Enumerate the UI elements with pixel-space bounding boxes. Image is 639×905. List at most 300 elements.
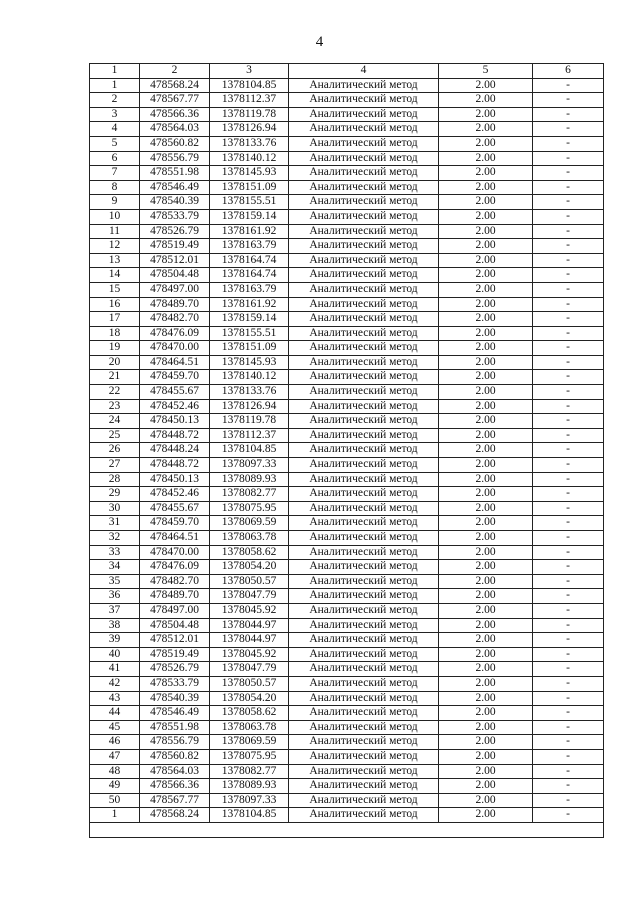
cell-y-coordinate: 1378089.93 <box>210 472 289 487</box>
table-row <box>90 136 604 151</box>
cell-x-coordinate: 478489.70 <box>140 297 210 312</box>
table-row <box>90 268 604 283</box>
cell-point-number: 20 <box>90 355 140 370</box>
cell-point-number: 28 <box>90 472 140 487</box>
cell-method: Аналитический метод <box>289 516 439 531</box>
cell-accuracy: 2.00 <box>439 326 533 341</box>
cell-accuracy: 2.00 <box>439 282 533 297</box>
cell-method: Аналитический метод <box>289 239 439 254</box>
cell-accuracy: 2.00 <box>439 239 533 254</box>
blank-cell <box>90 822 604 837</box>
cell-x-coordinate: 478450.13 <box>140 472 210 487</box>
cell-y-coordinate: 1378097.33 <box>210 458 289 473</box>
cell-accuracy: 2.00 <box>439 224 533 239</box>
cell-point-number: 5 <box>90 136 140 151</box>
table-row <box>90 618 604 633</box>
cell-y-coordinate: 1378112.37 <box>210 93 289 108</box>
cell-x-coordinate: 478526.79 <box>140 662 210 677</box>
cell-accuracy: 2.00 <box>439 297 533 312</box>
cell-accuracy: 2.00 <box>439 180 533 195</box>
cell-method: Аналитический метод <box>289 560 439 575</box>
cell-point-number: 41 <box>90 662 140 677</box>
cell-x-coordinate: 478497.00 <box>140 603 210 618</box>
cell-accuracy: 2.00 <box>439 749 533 764</box>
cell-y-coordinate: 1378112.37 <box>210 428 289 443</box>
cell-y-coordinate: 1378075.95 <box>210 501 289 516</box>
cell-method: Аналитический метод <box>289 253 439 268</box>
cell-x-coordinate: 478566.36 <box>140 779 210 794</box>
cell-point-number: 17 <box>90 312 140 327</box>
cell-x-coordinate: 478533.79 <box>140 209 210 224</box>
cell-note: - <box>533 706 604 721</box>
cell-method: Аналитический метод <box>289 326 439 341</box>
cell-method: Аналитический метод <box>289 487 439 502</box>
cell-y-coordinate: 1378058.62 <box>210 706 289 721</box>
cell-point-number: 30 <box>90 501 140 516</box>
cell-note: - <box>533 764 604 779</box>
header-cell-2: 2 <box>140 64 210 79</box>
cell-accuracy: 2.00 <box>439 268 533 283</box>
cell-y-coordinate: 1378145.93 <box>210 355 289 370</box>
cell-y-coordinate: 1378151.09 <box>210 180 289 195</box>
cell-accuracy: 2.00 <box>439 487 533 502</box>
table-row <box>90 443 604 458</box>
cell-y-coordinate: 1378047.79 <box>210 662 289 677</box>
cell-point-number: 14 <box>90 268 140 283</box>
header-cell-4: 4 <box>289 64 439 79</box>
cell-accuracy: 2.00 <box>439 209 533 224</box>
table-row <box>90 253 604 268</box>
cell-y-coordinate: 1378069.59 <box>210 735 289 750</box>
cell-accuracy: 2.00 <box>439 355 533 370</box>
cell-note: - <box>533 239 604 254</box>
cell-note: - <box>533 180 604 195</box>
cell-method: Аналитический метод <box>289 107 439 122</box>
cell-method: Аналитический метод <box>289 720 439 735</box>
cell-accuracy: 2.00 <box>439 779 533 794</box>
cell-method: Аналитический метод <box>289 676 439 691</box>
cell-method: Аналитический метод <box>289 706 439 721</box>
header-cell-3: 3 <box>210 64 289 79</box>
cell-method: Аналитический метод <box>289 166 439 181</box>
cell-note: - <box>533 224 604 239</box>
table-row <box>90 764 604 779</box>
cell-note: - <box>533 399 604 414</box>
coordinates-table <box>89 63 604 838</box>
cell-x-coordinate: 478526.79 <box>140 224 210 239</box>
cell-accuracy: 2.00 <box>439 618 533 633</box>
cell-x-coordinate: 478519.49 <box>140 239 210 254</box>
cell-point-number: 16 <box>90 297 140 312</box>
table-row <box>90 370 604 385</box>
cell-y-coordinate: 1378164.74 <box>210 253 289 268</box>
cell-y-coordinate: 1378063.78 <box>210 531 289 546</box>
cell-accuracy: 2.00 <box>439 560 533 575</box>
cell-accuracy: 2.00 <box>439 662 533 677</box>
cell-x-coordinate: 478482.70 <box>140 312 210 327</box>
header-cell-6: 6 <box>533 64 604 79</box>
cell-note: - <box>533 428 604 443</box>
cell-x-coordinate: 478448.24 <box>140 443 210 458</box>
table-row <box>90 545 604 560</box>
cell-accuracy: 2.00 <box>439 531 533 546</box>
table-row <box>90 297 604 312</box>
cell-x-coordinate: 478519.49 <box>140 647 210 662</box>
cell-x-coordinate: 478470.00 <box>140 341 210 356</box>
cell-accuracy: 2.00 <box>439 574 533 589</box>
cell-point-number: 48 <box>90 764 140 779</box>
cell-point-number: 43 <box>90 691 140 706</box>
cell-accuracy: 2.00 <box>439 136 533 151</box>
cell-accuracy: 2.00 <box>439 428 533 443</box>
cell-x-coordinate: 478540.39 <box>140 691 210 706</box>
cell-note: - <box>533 501 604 516</box>
cell-point-number: 32 <box>90 531 140 546</box>
cell-accuracy: 2.00 <box>439 195 533 210</box>
cell-note: - <box>533 107 604 122</box>
table-row <box>90 720 604 735</box>
cell-note: - <box>533 458 604 473</box>
cell-point-number: 4 <box>90 122 140 137</box>
cell-y-coordinate: 1378155.51 <box>210 326 289 341</box>
cell-x-coordinate: 478470.00 <box>140 545 210 560</box>
table-row <box>90 282 604 297</box>
cell-note: - <box>533 749 604 764</box>
cell-point-number: 34 <box>90 560 140 575</box>
cell-y-coordinate: 1378151.09 <box>210 341 289 356</box>
cell-y-coordinate: 1378047.79 <box>210 589 289 604</box>
cell-method: Аналитический метод <box>289 341 439 356</box>
cell-method: Аналитический метод <box>289 633 439 648</box>
cell-x-coordinate: 478476.09 <box>140 326 210 341</box>
table-row <box>90 676 604 691</box>
cell-y-coordinate: 1378104.85 <box>210 808 289 823</box>
cell-method: Аналитический метод <box>289 355 439 370</box>
cell-note: - <box>533 647 604 662</box>
cell-point-number: 1 <box>90 78 140 93</box>
cell-y-coordinate: 1378133.76 <box>210 385 289 400</box>
cell-point-number: 8 <box>90 180 140 195</box>
cell-point-number: 11 <box>90 224 140 239</box>
table-row <box>90 180 604 195</box>
cell-x-coordinate: 478551.98 <box>140 720 210 735</box>
table-row <box>90 341 604 356</box>
cell-x-coordinate: 478540.39 <box>140 195 210 210</box>
cell-note: - <box>533 282 604 297</box>
cell-y-coordinate: 1378133.76 <box>210 136 289 151</box>
cell-x-coordinate: 478564.03 <box>140 122 210 137</box>
cell-note: - <box>533 793 604 808</box>
cell-x-coordinate: 478504.48 <box>140 618 210 633</box>
cell-x-coordinate: 478567.77 <box>140 93 210 108</box>
table-row <box>90 793 604 808</box>
cell-method: Аналитический метод <box>289 122 439 137</box>
table-row <box>90 691 604 706</box>
cell-x-coordinate: 478560.82 <box>140 136 210 151</box>
table-row <box>90 385 604 400</box>
cell-note: - <box>533 560 604 575</box>
table-row <box>90 662 604 677</box>
cell-note: - <box>533 691 604 706</box>
cell-y-coordinate: 1378163.79 <box>210 239 289 254</box>
cell-point-number: 19 <box>90 341 140 356</box>
header-row <box>90 64 604 79</box>
cell-note: - <box>533 545 604 560</box>
cell-note: - <box>533 195 604 210</box>
cell-accuracy: 2.00 <box>439 589 533 604</box>
cell-point-number: 24 <box>90 414 140 429</box>
cell-x-coordinate: 478568.24 <box>140 808 210 823</box>
cell-accuracy: 2.00 <box>439 399 533 414</box>
cell-x-coordinate: 478556.79 <box>140 151 210 166</box>
cell-y-coordinate: 1378140.12 <box>210 370 289 385</box>
cell-method: Аналитический метод <box>289 224 439 239</box>
table-body <box>90 64 604 838</box>
cell-accuracy: 2.00 <box>439 676 533 691</box>
cell-method: Аналитический метод <box>289 151 439 166</box>
cell-point-number: 21 <box>90 370 140 385</box>
cell-x-coordinate: 478497.00 <box>140 282 210 297</box>
cell-accuracy: 2.00 <box>439 545 533 560</box>
cell-accuracy: 2.00 <box>439 443 533 458</box>
cell-note: - <box>533 297 604 312</box>
cell-point-number: 3 <box>90 107 140 122</box>
table-row <box>90 414 604 429</box>
cell-accuracy: 2.00 <box>439 603 533 618</box>
cell-point-number: 44 <box>90 706 140 721</box>
cell-x-coordinate: 478459.70 <box>140 516 210 531</box>
cell-y-coordinate: 1378104.85 <box>210 443 289 458</box>
cell-point-number: 35 <box>90 574 140 589</box>
cell-accuracy: 2.00 <box>439 253 533 268</box>
cell-x-coordinate: 478560.82 <box>140 749 210 764</box>
cell-accuracy: 2.00 <box>439 633 533 648</box>
cell-x-coordinate: 478566.36 <box>140 107 210 122</box>
table-row <box>90 706 604 721</box>
cell-y-coordinate: 1378140.12 <box>210 151 289 166</box>
page-number: 4 <box>315 34 324 50</box>
cell-note: - <box>533 122 604 137</box>
table-row <box>90 195 604 210</box>
cell-point-number: 40 <box>90 647 140 662</box>
cell-method: Аналитический метод <box>289 385 439 400</box>
cell-note: - <box>533 209 604 224</box>
table-row <box>90 633 604 648</box>
cell-point-number: 42 <box>90 676 140 691</box>
cell-point-number: 36 <box>90 589 140 604</box>
cell-method: Аналитический метод <box>289 501 439 516</box>
cell-accuracy: 2.00 <box>439 458 533 473</box>
cell-accuracy: 2.00 <box>439 78 533 93</box>
cell-point-number: 37 <box>90 603 140 618</box>
cell-y-coordinate: 1378161.92 <box>210 224 289 239</box>
cell-point-number: 23 <box>90 399 140 414</box>
cell-x-coordinate: 478448.72 <box>140 458 210 473</box>
cell-method: Аналитический метод <box>289 443 439 458</box>
cell-x-coordinate: 478489.70 <box>140 589 210 604</box>
cell-y-coordinate: 1378054.20 <box>210 691 289 706</box>
table-row <box>90 122 604 137</box>
cell-point-number: 9 <box>90 195 140 210</box>
cell-y-coordinate: 1378069.59 <box>210 516 289 531</box>
cell-point-number: 12 <box>90 239 140 254</box>
cell-point-number: 50 <box>90 793 140 808</box>
cell-point-number: 15 <box>90 282 140 297</box>
table-row <box>90 326 604 341</box>
cell-point-number: 31 <box>90 516 140 531</box>
cell-accuracy: 2.00 <box>439 516 533 531</box>
cell-method: Аналитический метод <box>289 691 439 706</box>
cell-accuracy: 2.00 <box>439 385 533 400</box>
cell-x-coordinate: 478452.46 <box>140 399 210 414</box>
cell-note: - <box>533 341 604 356</box>
cell-method: Аналитический метод <box>289 545 439 560</box>
cell-note: - <box>533 78 604 93</box>
cell-accuracy: 2.00 <box>439 793 533 808</box>
cell-point-number: 2 <box>90 93 140 108</box>
cell-x-coordinate: 478459.70 <box>140 370 210 385</box>
cell-accuracy: 2.00 <box>439 808 533 823</box>
table-row <box>90 560 604 575</box>
cell-x-coordinate: 478556.79 <box>140 735 210 750</box>
cell-note: - <box>533 472 604 487</box>
cell-note: - <box>533 414 604 429</box>
cell-note: - <box>533 603 604 618</box>
cell-method: Аналитический метод <box>289 603 439 618</box>
cell-y-coordinate: 1378082.77 <box>210 764 289 779</box>
cell-point-number: 1 <box>90 808 140 823</box>
cell-point-number: 10 <box>90 209 140 224</box>
table-row <box>90 458 604 473</box>
table-row <box>90 516 604 531</box>
table-row <box>90 224 604 239</box>
cell-y-coordinate: 1378063.78 <box>210 720 289 735</box>
cell-point-number: 46 <box>90 735 140 750</box>
cell-y-coordinate: 1378050.57 <box>210 676 289 691</box>
cell-x-coordinate: 478452.46 <box>140 487 210 502</box>
cell-point-number: 22 <box>90 385 140 400</box>
cell-y-coordinate: 1378155.51 <box>210 195 289 210</box>
table-row <box>90 647 604 662</box>
cell-method: Аналитический метод <box>289 312 439 327</box>
cell-note: - <box>533 253 604 268</box>
cell-note: - <box>533 370 604 385</box>
cell-x-coordinate: 478568.24 <box>140 78 210 93</box>
table-row <box>90 574 604 589</box>
cell-y-coordinate: 1378119.78 <box>210 414 289 429</box>
cell-point-number: 26 <box>90 443 140 458</box>
cell-point-number: 39 <box>90 633 140 648</box>
cell-note: - <box>533 326 604 341</box>
cell-note: - <box>533 779 604 794</box>
cell-accuracy: 2.00 <box>439 501 533 516</box>
cell-method: Аналитический метод <box>289 531 439 546</box>
table-row <box>90 209 604 224</box>
table-row <box>90 399 604 414</box>
cell-method: Аналитический метод <box>289 647 439 662</box>
cell-note: - <box>533 720 604 735</box>
cell-x-coordinate: 478450.13 <box>140 414 210 429</box>
cell-y-coordinate: 1378050.57 <box>210 574 289 589</box>
table-row <box>90 107 604 122</box>
cell-accuracy: 2.00 <box>439 720 533 735</box>
cell-method: Аналитический метод <box>289 297 439 312</box>
cell-point-number: 25 <box>90 428 140 443</box>
cell-note: - <box>533 735 604 750</box>
table-row <box>90 531 604 546</box>
cell-y-coordinate: 1378075.95 <box>210 749 289 764</box>
cell-note: - <box>533 589 604 604</box>
table-row <box>90 151 604 166</box>
cell-method: Аналитический метод <box>289 458 439 473</box>
cell-note: - <box>533 385 604 400</box>
cell-method: Аналитический метод <box>289 414 439 429</box>
cell-x-coordinate: 478564.03 <box>140 764 210 779</box>
cell-accuracy: 2.00 <box>439 107 533 122</box>
cell-method: Аналитический метод <box>289 793 439 808</box>
cell-x-coordinate: 478464.51 <box>140 355 210 370</box>
cell-accuracy: 2.00 <box>439 735 533 750</box>
cell-note: - <box>533 93 604 108</box>
table-row <box>90 166 604 181</box>
cell-note: - <box>533 151 604 166</box>
cell-y-coordinate: 1378045.92 <box>210 647 289 662</box>
cell-note: - <box>533 531 604 546</box>
cell-x-coordinate: 478476.09 <box>140 560 210 575</box>
table-row <box>90 472 604 487</box>
cell-method: Аналитический метод <box>289 574 439 589</box>
cell-method: Аналитический метод <box>289 764 439 779</box>
header-cell-1: 1 <box>90 64 140 79</box>
cell-note: - <box>533 268 604 283</box>
cell-accuracy: 2.00 <box>439 151 533 166</box>
cell-method: Аналитический метод <box>289 209 439 224</box>
table-row <box>90 735 604 750</box>
cell-accuracy: 2.00 <box>439 166 533 181</box>
cell-point-number: 7 <box>90 166 140 181</box>
cell-point-number: 13 <box>90 253 140 268</box>
cell-y-coordinate: 1378126.94 <box>210 122 289 137</box>
cell-note: - <box>533 662 604 677</box>
cell-x-coordinate: 478546.49 <box>140 706 210 721</box>
cell-note: - <box>533 355 604 370</box>
cell-point-number: 47 <box>90 749 140 764</box>
table-row <box>90 749 604 764</box>
cell-x-coordinate: 478455.67 <box>140 385 210 400</box>
cell-point-number: 6 <box>90 151 140 166</box>
table-row <box>90 93 604 108</box>
cell-note: - <box>533 808 604 823</box>
cell-y-coordinate: 1378097.33 <box>210 793 289 808</box>
cell-accuracy: 2.00 <box>439 122 533 137</box>
cell-method: Аналитический метод <box>289 78 439 93</box>
cell-note: - <box>533 516 604 531</box>
cell-method: Аналитический метод <box>289 472 439 487</box>
cell-method: Аналитический метод <box>289 618 439 633</box>
cell-method: Аналитический метод <box>289 735 439 750</box>
cell-y-coordinate: 1378089.93 <box>210 779 289 794</box>
cell-y-coordinate: 1378126.94 <box>210 399 289 414</box>
cell-method: Аналитический метод <box>289 749 439 764</box>
table-row <box>90 355 604 370</box>
cell-note: - <box>533 487 604 502</box>
cell-note: - <box>533 633 604 648</box>
table-row <box>90 501 604 516</box>
cell-y-coordinate: 1378104.85 <box>210 78 289 93</box>
cell-method: Аналитический метод <box>289 195 439 210</box>
cell-accuracy: 2.00 <box>439 647 533 662</box>
cell-note: - <box>533 676 604 691</box>
